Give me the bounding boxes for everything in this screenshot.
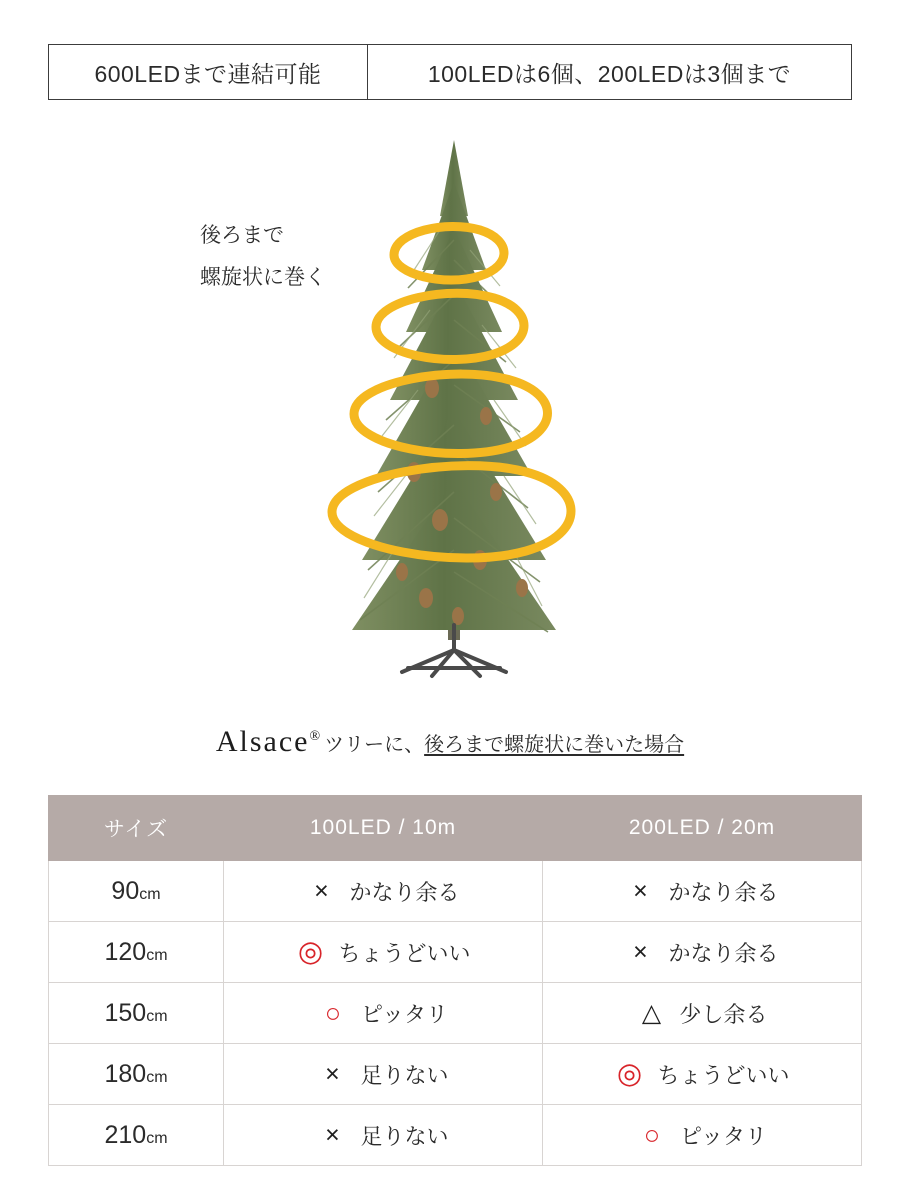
caption-before: ツリーに、 [324, 733, 425, 756]
result-text: ピッタリ [360, 1001, 449, 1027]
size-number: 180 [104, 1059, 147, 1088]
result-text: 少し余る [679, 1001, 768, 1027]
result-text: ピッタリ [679, 1123, 768, 1149]
registered-mark: ® [309, 728, 321, 744]
size-unit: cm [146, 1068, 168, 1086]
size-number: 120 [104, 937, 147, 966]
row-100led-cell [224, 1044, 543, 1105]
result-mark-icon: × [325, 1120, 340, 1149]
table-row [49, 1105, 862, 1166]
table-header-row [49, 796, 862, 861]
result-text: 足りない [360, 1123, 449, 1149]
size-unit: cm [146, 1129, 168, 1147]
result-mark-icon: △ [641, 998, 662, 1027]
tree-illustration-area [0, 120, 900, 700]
size-unit: cm [146, 1007, 168, 1025]
header-100led: 100LED / 10m [224, 796, 543, 861]
caption-rest [324, 734, 684, 756]
row-200led-cell [543, 1105, 862, 1166]
table-row [49, 922, 862, 983]
caption-underlined: 後ろまで螺旋状に巻いた場合 [424, 733, 685, 756]
size-number: 90 [111, 876, 140, 905]
banner-right-text: 100LEDは6個、200LEDは3個まで [427, 60, 792, 87]
brand-name: Alsace [215, 725, 310, 758]
result-text: ちょうどいい [657, 1062, 790, 1088]
result-mark-icon: × [633, 876, 648, 905]
table-row [49, 861, 862, 922]
header-200led: 200LED / 20m [543, 796, 862, 861]
result-mark-icon: ◎ [616, 1057, 643, 1090]
result-text: かなり余る [349, 879, 460, 905]
row-200led-cell [543, 1044, 862, 1105]
table-row [49, 983, 862, 1044]
row-100led-cell [224, 861, 543, 922]
row-size-cell [49, 922, 224, 983]
result-text: かなり余る [668, 940, 779, 966]
result-text: かなり余る [668, 879, 779, 905]
size-compatibility-table [48, 795, 862, 1166]
size-unit: cm [139, 885, 161, 903]
table-body [49, 861, 862, 1166]
row-size-cell [49, 983, 224, 1044]
result-mark-icon: ○ [324, 997, 342, 1028]
christmas-tree-icon [290, 120, 620, 680]
caption [0, 725, 900, 759]
row-200led-cell [543, 922, 862, 983]
size-number: 150 [104, 998, 147, 1027]
callout-line-2: 螺旋状に巻く [200, 266, 326, 289]
result-mark-icon: × [633, 937, 648, 966]
row-100led-cell [224, 1105, 543, 1166]
table-head [49, 796, 862, 861]
result-mark-icon: × [314, 876, 329, 905]
led-capacity-banner [48, 44, 852, 100]
size-unit: cm [146, 946, 168, 964]
result-text: 足りない [360, 1062, 449, 1088]
callout-line-1: 後ろまで [200, 224, 284, 247]
row-200led-cell [543, 983, 862, 1044]
row-100led-cell [224, 922, 543, 983]
table-row [49, 1044, 862, 1105]
row-size-cell [49, 861, 224, 922]
row-size-cell [49, 1105, 224, 1166]
result-mark-icon: ◎ [297, 935, 324, 968]
header-size: サイズ [49, 796, 224, 861]
row-200led-cell [543, 861, 862, 922]
result-text: ちょうどいい [338, 940, 471, 966]
size-number: 210 [104, 1120, 147, 1149]
result-mark-icon: × [325, 1059, 340, 1088]
result-mark-icon: ○ [643, 1119, 661, 1150]
row-100led-cell [224, 983, 543, 1044]
row-size-cell [49, 1044, 224, 1105]
banner-left-text: 600LEDまで連結可能 [49, 45, 368, 99]
